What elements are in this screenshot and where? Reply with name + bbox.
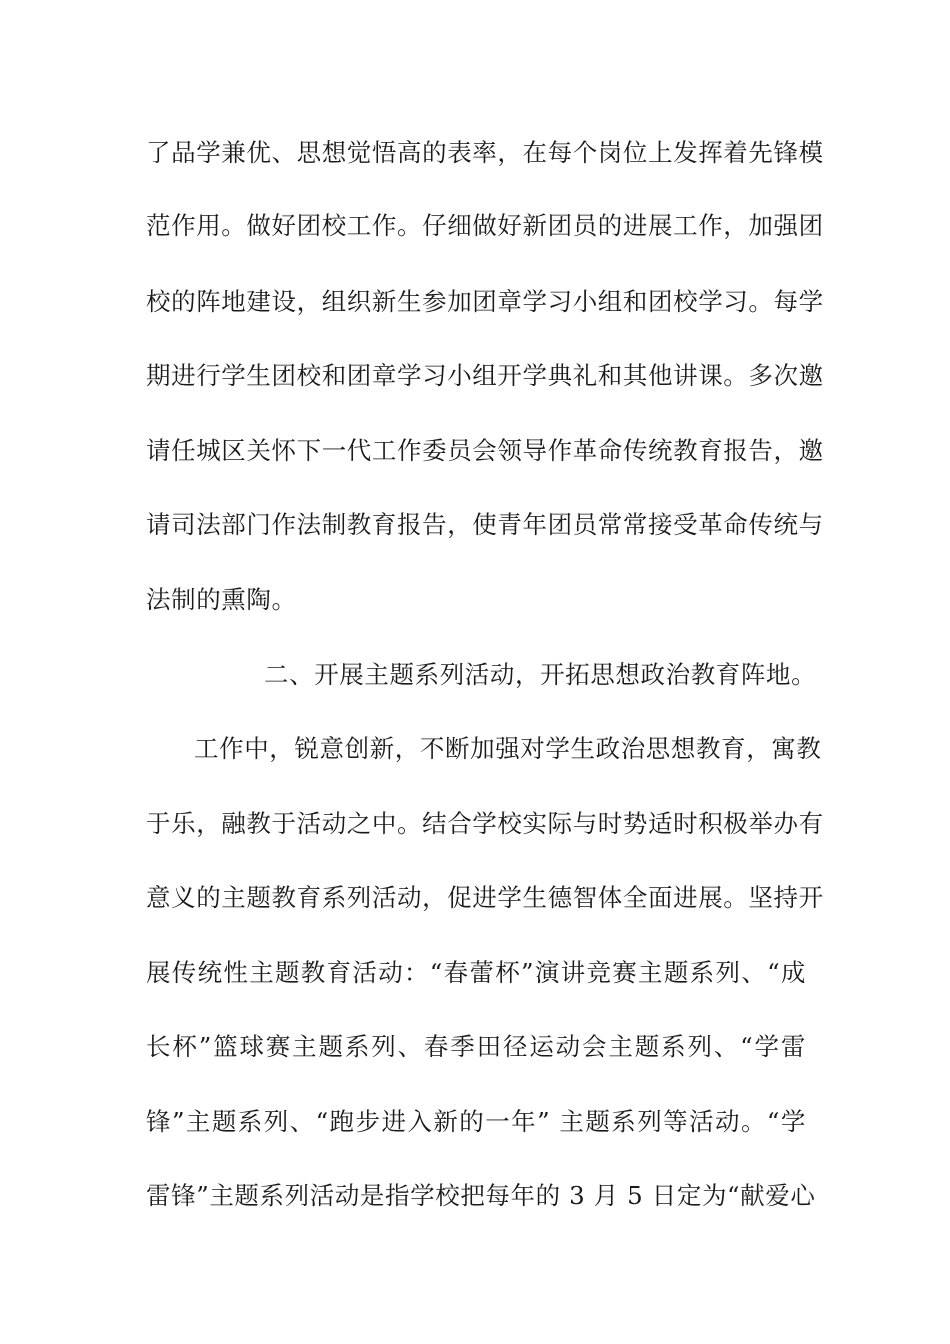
paragraph-line: 范作用。做好团校工作。仔细做好新团员的进展工作，加强团 [146,211,824,240]
paragraph-line: 期进行学生团校和团章学习小组开学典礼和其他讲课。多次邀 [146,361,824,390]
paragraph-line: 意义的主题教育系列活动，促进学生德智体全面进展。坚持开 [146,883,824,912]
paragraph-line: 于乐，融教于活动之中。结合学校实际与时势适时积极举办有 [146,809,824,838]
paragraph-line: 展传统性主题教育活动：“春蕾杯”演讲竞赛主题系列、“成 [146,958,806,987]
paragraph-line: 工作中，锐意创新，不断加强对学生政治思想教育，寓教 [194,734,822,763]
paragraph-line: 长杯”篮球赛主题系列、春季田径运动会主题系列、“学雷 [146,1032,806,1061]
paragraph-line: 雷锋”主题系列活动是指学校把每年的 3 月 5 日定为“献爱心 [146,1181,816,1210]
paragraph-line: 了品学兼优、思想觉悟高的表率，在每个岗位上发挥着先锋模 [146,138,824,167]
paragraph-line: 锋”主题系列、“跑步进入新的一年” 主题系列等活动。“学 [146,1107,806,1136]
paragraph-line: 请司法部门作法制教育报告，使青年团员常常接受革命传统与 [146,510,824,539]
paragraph-line: 请任城区关怀下一代工作委员会领导作革命传统教育报告，邀 [146,436,824,465]
paragraph-line: 校的阵地建设，组织新生参加团章学习小组和团校学习。每学 [146,287,824,316]
section-heading: 二、开展主题系列活动，开拓思想政治教育阵地。 [264,660,817,689]
paragraph-line: 法制的熏陶。 [146,585,297,614]
